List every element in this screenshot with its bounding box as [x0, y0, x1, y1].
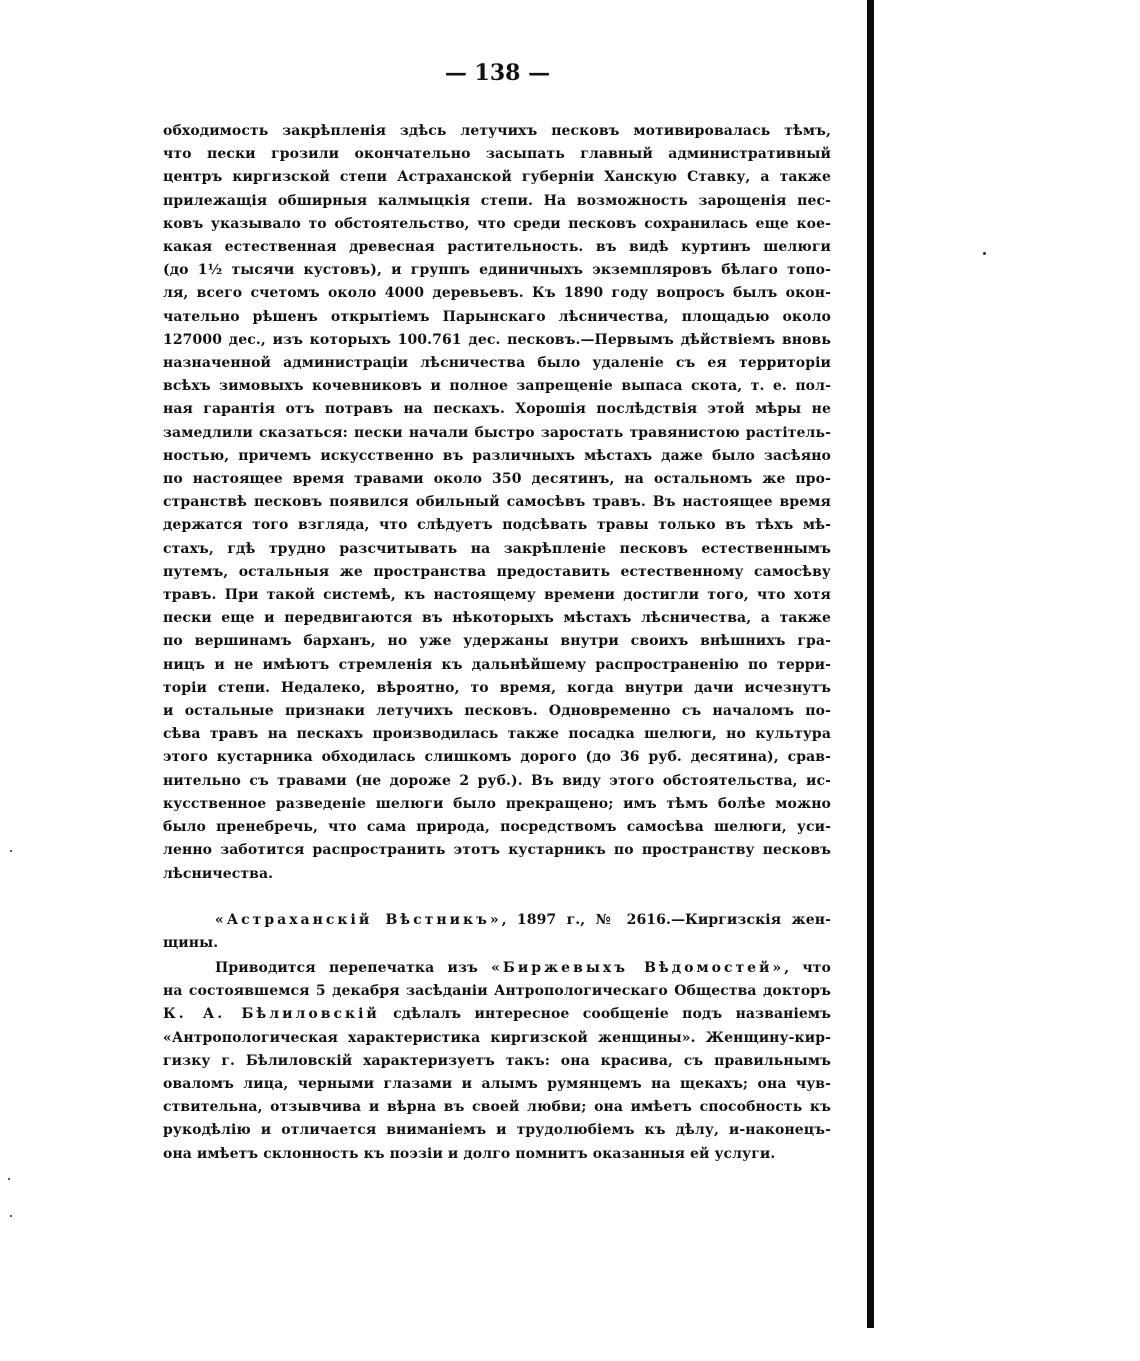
text-line: (до 1½ тысячи кустовъ), и группъ единичныхъ экземпляровъ бѣлаго топо-	[163, 262, 831, 279]
binding-gutter-line	[867, 0, 874, 1328]
text-line: ствительна, отзывчива и вѣрна въ своей любви; она имѣетъ способность къ	[163, 1099, 831, 1116]
text-line: ковъ указывало то обстоятельство, что среди песковъ сохранилась еще кое-	[163, 215, 831, 232]
text-line	[163, 957, 831, 980]
text-line: травъ. При такой системѣ, къ настоящему времени достигли того, что хотя	[163, 587, 831, 604]
text-line: что пески грозили окончательно засыпать главный административный	[163, 146, 831, 163]
text-line: ля, всего счетомъ около 4000 деревьевъ. Къ 1890 году вопросъ былъ окон-	[163, 285, 831, 302]
text-line: прилежащія обширныя калмыцкія степи. На возможность зарощенія пес-	[163, 192, 831, 209]
text-line: центръ киргизской степи Астраханской губерніи Ханскую Ставку, а также	[163, 169, 831, 186]
citation-details: , 1897 г., № 2616.—Киргизскія жен-	[501, 912, 831, 928]
text-line: она имѣетъ склонность къ поэзіи и долго помнитъ оказанныя ей услуги.	[163, 1145, 776, 1162]
text-line: всѣхъ зимовыхъ кочевниковъ и полное запрещеніе выпаса скота, т. е. пол-	[163, 378, 831, 395]
text-line: нительно съ травами (не дороже 2 руб.). Въ виду этого обстоятельства, ис-	[163, 772, 831, 789]
text-line: 127000 дес., изъ которыхъ 100.761 дес. песковъ.—Первымъ дѣйствіемъ вновь	[163, 331, 831, 348]
text-line: назначенной администраціи лѣсничества было удаленіе съ ея территоріи	[163, 355, 831, 372]
text-line: замедлили сказаться: пески начали быстро заростать травянистою растітель-	[163, 424, 831, 441]
text-line: торіи степи. Недалеко, вѣроятно, то время, когда внутри дачи исчезнутъ	[163, 679, 831, 696]
paragraph-sand-fixation	[163, 120, 831, 886]
page-number: — 138 —	[444, 60, 551, 86]
text-line: держатся того взгляда, что слѣдуетъ подсѣвать травы только въ тѣхъ мѣ-	[163, 517, 831, 534]
text-line: гизку г. Бѣлиловскій характеризуетъ такъ: она красива, съ правильнымъ	[163, 1052, 831, 1069]
text-line: стахъ, гдѣ трудно разсчитывать на закрѣпленіе песковъ естественнымъ	[163, 540, 831, 557]
source-title: «Биржевыхъ Вѣдомостей»	[491, 960, 785, 976]
text-line: по настоящее время травами около 350 десятинъ, на остальномъ же про-	[163, 471, 831, 488]
scan-speck	[10, 1215, 12, 1217]
person-name: К. А. Бѣлиловскій	[163, 1006, 380, 1023]
text-line: ностью, причемъ искусственно въ различныхъ мѣстахъ даже было засѣяно	[163, 447, 831, 464]
text-line: рукодѣлію и отличается вниманіемъ и трудолюбіемъ къ дѣлу, и-наконецъ-	[163, 1122, 831, 1139]
text-line: лѣсничества.	[163, 865, 274, 882]
text-fragment: , что	[784, 960, 831, 976]
paragraph-citation-heading	[163, 909, 831, 955]
text-line: странствѣ песковъ появился обильный самосѣвъ травъ. Въ настоящее время	[163, 494, 831, 511]
source-title: «Астраханскій Вѣстникъ»	[215, 912, 502, 928]
text-line	[163, 1003, 831, 1026]
text-line: щины.	[163, 935, 219, 952]
text-line: пески еще и передвигаются въ нѣкоторыхъ мѣстахъ лѣсничества, а также	[163, 610, 831, 627]
text-line: на состоявшемся 5 декабря засѣданіи Антропологическаго Общества докторъ	[163, 983, 831, 1000]
text-fragment: Приводится перепечатка изъ	[215, 960, 492, 976]
text-line: какая естественная древесная растительность. въ видѣ куртинъ шелюги	[163, 239, 831, 256]
text-fragment: сдѣлалъ интересное сообщеніе подъ названіемъ	[379, 1006, 831, 1023]
scan-speck	[983, 252, 986, 255]
scan-speck	[10, 850, 12, 852]
scan-speck	[8, 1178, 10, 1180]
text-line: ницъ и не имѣютъ стремленія къ дальнѣйшему распространенію по терри-	[163, 656, 831, 673]
paragraph-report	[163, 957, 831, 1166]
text-line: оваломъ лица, черными глазами и алымъ румянцемъ на щекахъ; она чув-	[163, 1076, 831, 1093]
text-line: сѣва травъ на пескахъ производилась также посадка шелюги, но культура	[163, 726, 831, 743]
text-line: путемъ, остальныя же пространства предоставить естественному самосѣву	[163, 563, 831, 580]
text-line: было пренебречь, что сама природа, посредствомъ самосѣва шелюги, уси-	[163, 819, 831, 836]
text-line: по вершинамъ барханъ, но уже удержаны внутри своихъ внѣшнихъ гра-	[163, 633, 831, 650]
text-line: и остальные признаки летучихъ песковъ. Одновременно съ началомъ по-	[163, 703, 831, 720]
text-line: этого кустарника обходилась слишкомъ дорого (до 36 руб. десятина), срав-	[163, 749, 831, 766]
text-line: чательно рѣшенъ открытіемъ Парынскаго лѣсничества, площадью около	[163, 308, 831, 325]
text-line: «Антропологическая характеристика киргизской женщины». Женщину-кир-	[163, 1029, 831, 1046]
text-line: ная гарантія отъ потравъ на пескахъ. Хорошія послѣдствія этой мѣры не	[163, 401, 831, 418]
text-line: обходимость закрѣпленія здѣсь летучихъ песковъ мотивировалась тѣмъ,	[163, 123, 831, 139]
text-line: кусственное разведеніе шелюги было прекращено; имъ тѣмъ болѣе можно	[163, 795, 831, 812]
text-line	[163, 909, 831, 932]
text-line: ленно заботится распространить этотъ кустарникъ по пространству песковъ	[163, 842, 831, 859]
